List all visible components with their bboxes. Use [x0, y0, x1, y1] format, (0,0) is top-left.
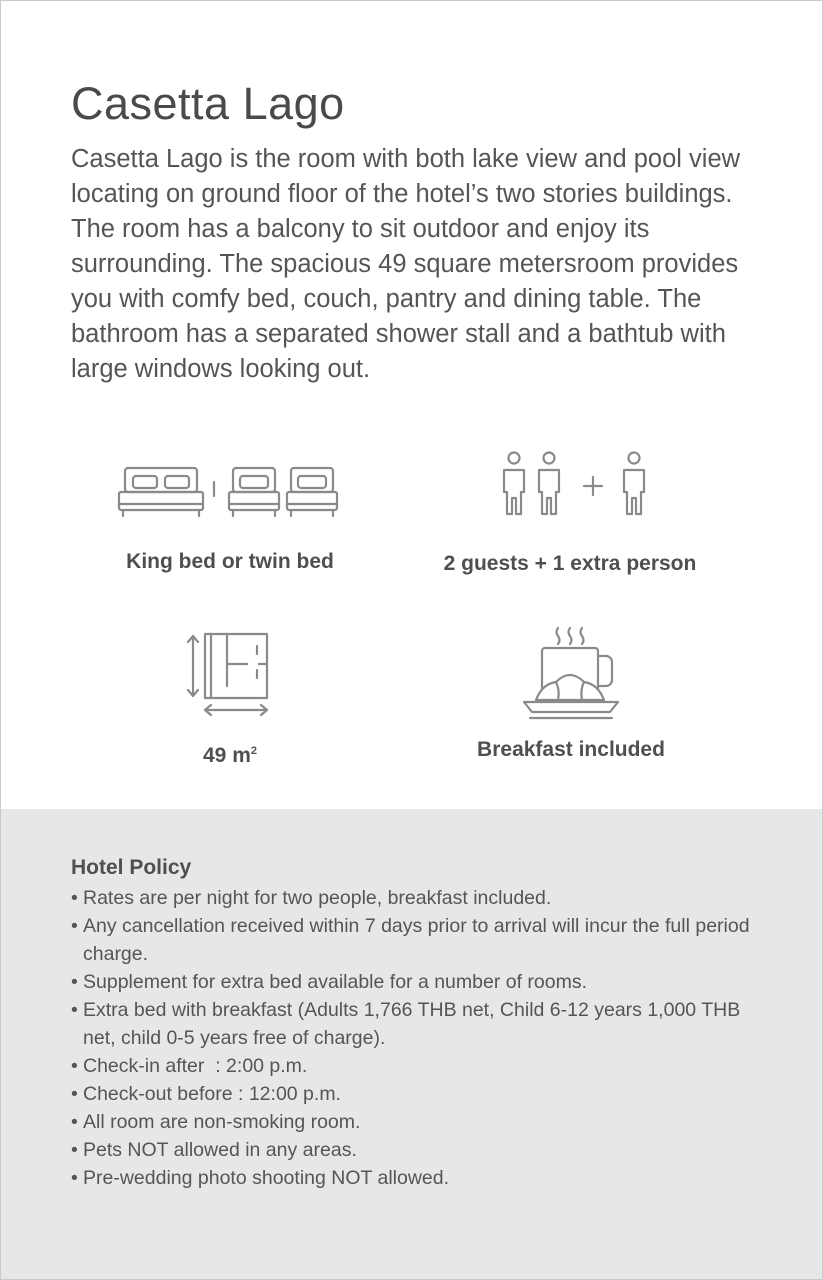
policy-item: • Check-out before : 12:00 p.m. — [71, 1080, 771, 1108]
breakfast-label: Breakfast included — [477, 738, 665, 761]
policy-title: Hotel Policy — [71, 856, 192, 879]
policy-item: • Check-in after : 2:00 p.m. — [71, 1052, 771, 1080]
policy-item: • Rates are per night for two people, breakfast included. — [71, 884, 771, 912]
area-value: 49 m — [203, 744, 251, 767]
policy-item: • Supplement for extra bed available for a number of rooms. — [71, 968, 771, 996]
room-title: Casetta Lago — [71, 78, 345, 129]
policy-item: • Extra bed with breakfast (Adults 1,766 THB net, Child 6-12 years 1,000 THB net, child 0-5 years free of charge). — [71, 996, 771, 1052]
policy-item: • Any cancellation received within 7 days prior to arrival will incur the full period charge. — [71, 912, 771, 968]
policy-item: • Pets NOT allowed in any areas. — [71, 1136, 771, 1164]
policy-item: • All room are non-smoking room. — [71, 1108, 771, 1136]
room-description: Casetta Lago is the room with both lake view and pool view locating on ground floor of the hotel’s two stories buildings. The room has a balcony to sit outdoor and enjoy its surrounding. The spacious 49 square metersroom provides you with comfy bed, couch, pantry and dining table. The bathroom has a separated shower stall and a bathtub with large windows looking out. — [71, 145, 741, 383]
area-unit-exponent: 2 — [250, 745, 257, 757]
guests-label: 2 guests + 1 extra person — [443, 552, 697, 575]
policy-item: • Pre-wedding photo shooting NOT allowed. — [71, 1164, 771, 1192]
beds-label: King bed or twin bed — [126, 550, 334, 573]
